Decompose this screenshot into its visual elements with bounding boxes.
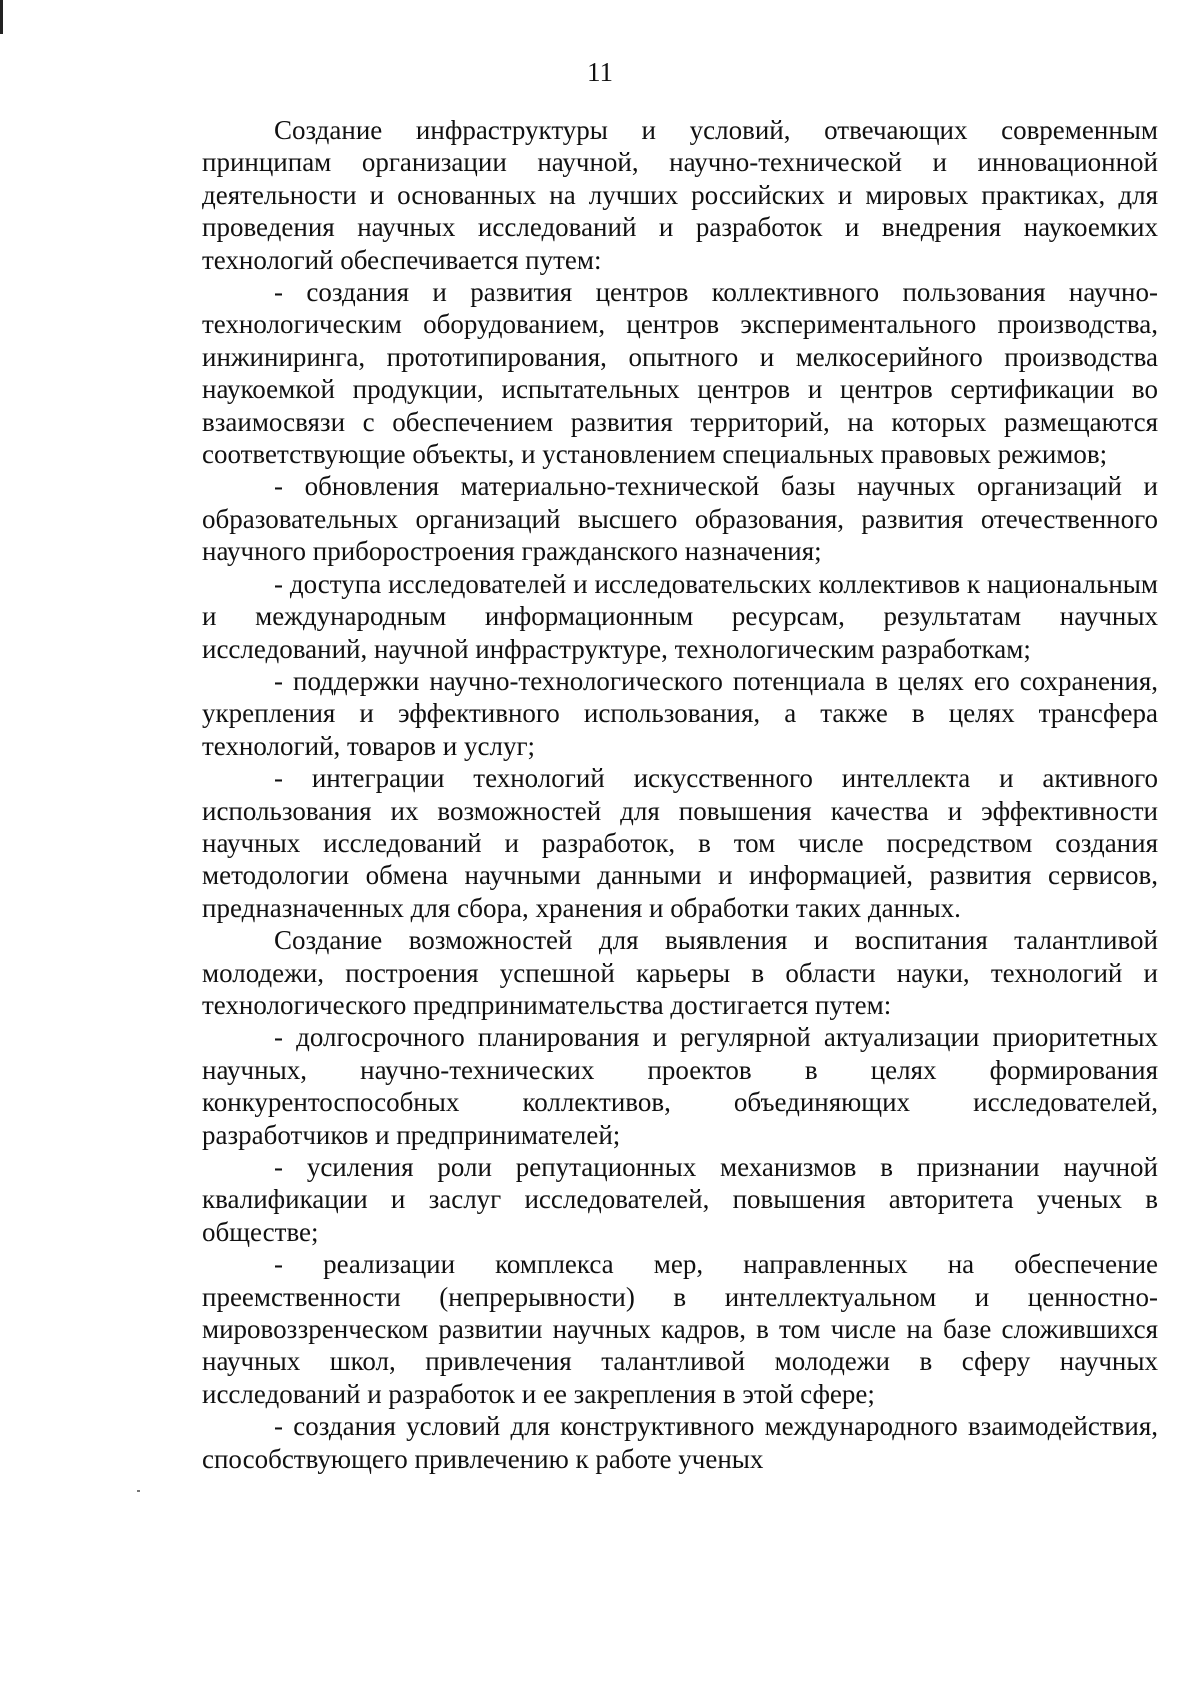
paragraph-potential-support: - поддержки научно-технологического потенциала в целях его сохранения, укрепления и эффективного использования, а также в целях трансфера технологий, товаров и услуг; [202, 665, 1158, 761]
scan-speck [137, 1490, 140, 1492]
scan-edge-mark [0, 0, 3, 34]
page-number: 11 [587, 57, 613, 87]
paragraph-ai-integration: - интеграции технологий искусственного интеллекта и активного использования их возможностей для повышения качества и эффективности научных исследований и разработок, в том числе посредством создания методологии обмена научными данными и информацией, развития сервисов, предназначенных для сбора, хранения и обработки таких данных. [202, 763, 1158, 923]
paragraph-reputation-mechanisms: - усиления роли репутационных механизмов в признании научной квалификации и заслуг исследователей, повышения авторитета ученых в обществе; [202, 1152, 1158, 1247]
paragraph-infrastructure-intro: Создание инфраструктуры и условий, отвечающих современным принципам организации научной, научно-технической и инновационной деятельности и основанных на лучших российских и мировых практиках, для проведения научных исследований и разработок и внедрения наукоемких технологий обеспечивается путем: [202, 115, 1158, 275]
paragraph-youth-intro: Создание возможностей для выявления и воспитания талантливой молодежи, построения успешной карьеры в области науки, технологий и технологического предпринимательства достигается путем: [202, 925, 1158, 1020]
paragraph-long-term-planning: - долгосрочного планирования и регулярной актуализации приоритетных научных, научно-технических проектов в целях формирования конкурентоспособных коллективов, объединяющих исследователей, разработчиков и предпринимателей; [202, 1022, 1158, 1150]
paragraph-material-base-update: - обновления материально-технической базы научных организаций и образовательных организаций высшего образования, развития отечественного научного приборостроения гражданского назначения; [202, 471, 1158, 567]
paragraph-international-cooperation: - создания условий для конструктивного международного взаимодействия, способствующего привлечению к работе ученых [202, 1411, 1158, 1474]
document-body [202, 114, 1158, 1475]
paragraph-resource-access: - доступа исследователей и исследовательских коллективов к национальным и международным информационным ресурсам, результатам научных исследований, научной инфраструктуре, технологическим разработкам; [202, 568, 1158, 664]
paragraph-continuity-measures: - реализации комплекса мер, направленных на обеспечение преемственности (непрерывности) в интеллектуальном и ценностно-мировоззренческом развитии научных кадров, в том числе на базе сложившихся научных школ, привлечения талантливой молодежи в сферу научных исследований и разработок и ее закрепления в этой сфере; [202, 1249, 1158, 1409]
paragraph-collective-use-centers: - создания и развития центров коллективного пользования научно-технологическим оборудованием, центров экспериментального производства, инжиниринга, прототипирования, опытного и мелкосерийного производства наукоемкой продукции, испытательных центров и центров сертификации во взаимосвязи с обеспечением развития территорий, на которых размещаются соответствующие объекты, и установлением специальных правовых режимов; [202, 277, 1158, 470]
